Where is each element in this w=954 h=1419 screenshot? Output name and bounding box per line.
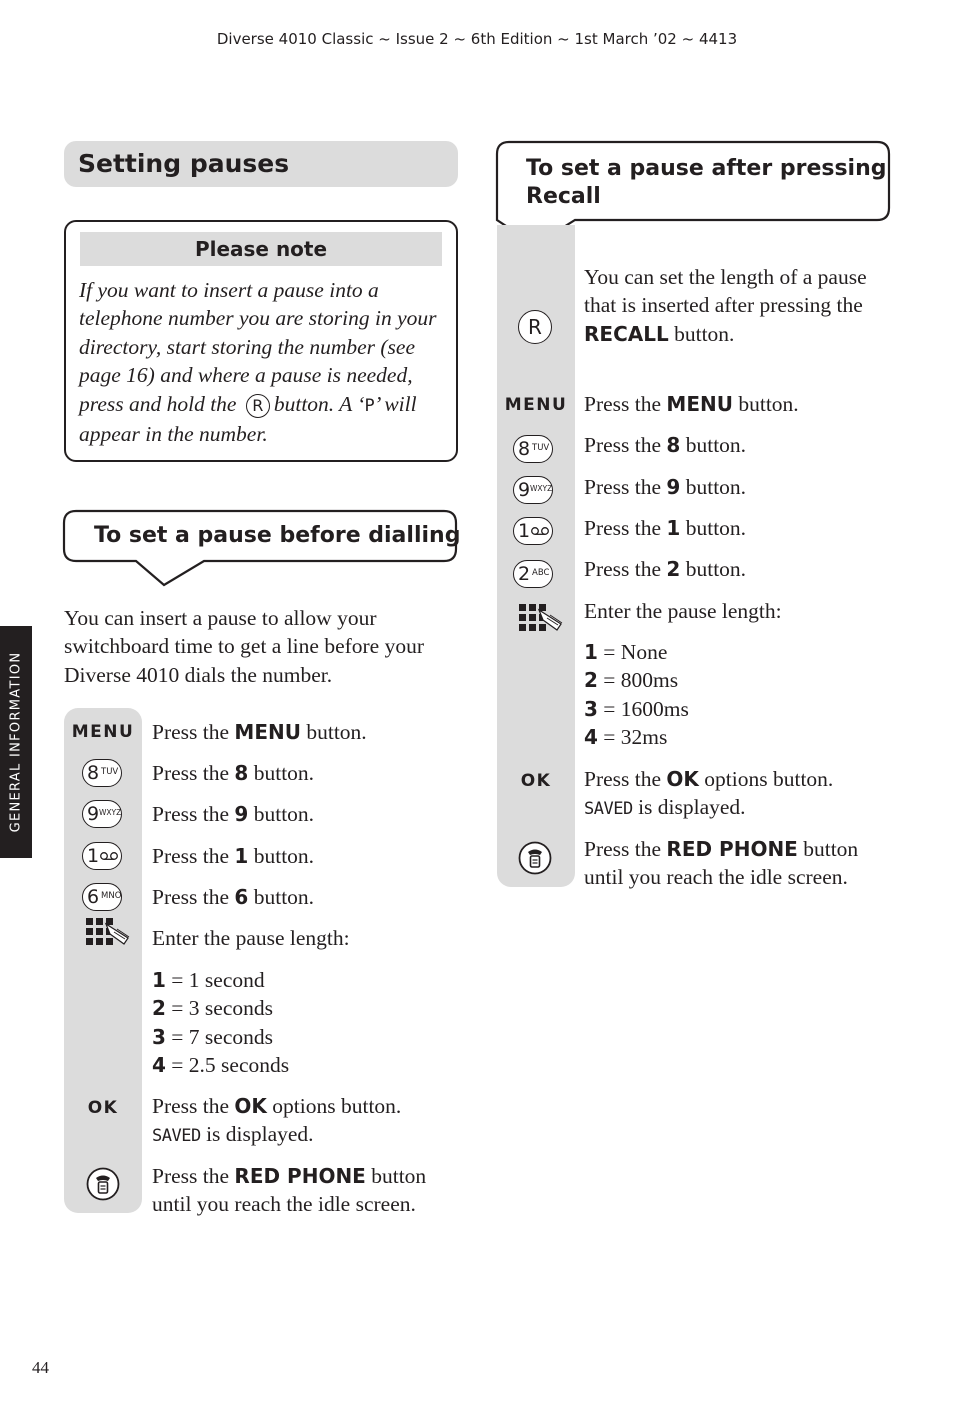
note-text-end: ’ will appear in the number. (79, 391, 417, 447)
voicemail-icon (100, 851, 118, 861)
after-recall-intro: You can set the length of a pause that is inserted after pressing the RECALL button. (584, 265, 867, 346)
menu-key: MENU (504, 395, 568, 415)
note-text-after: button. A ‘ (273, 391, 365, 416)
before-dialling-intro: You can insert a pause to allow your switchboard time to get a line before your Diverse 4010 dials the number. (64, 606, 425, 687)
left-step-ok: Press the OK options button. SAVED is displayed. (152, 1094, 402, 1147)
key-1-icon: 1 (513, 517, 553, 545)
right-step-menu: Press the MENU button. (584, 392, 799, 416)
left-option: 1 = 1 second (152, 968, 265, 992)
recall-key-icon: R (246, 394, 270, 418)
left-option: 2 = 3 seconds (152, 996, 273, 1021)
note-text: If you want to insert a pause into a telephone number you are storing in your directory, start storing the number (see page 16) and where a pause is needed, press and hold the (79, 278, 437, 416)
right-option: 4 = 32ms (584, 725, 668, 750)
right-step-ok: Press the OK options button. SAVED is displayed. (584, 767, 834, 820)
left-options-list (152, 966, 289, 1080)
note-body (79, 276, 447, 448)
callout-before-dialling-shape (62, 509, 462, 591)
right-step-red-phone: Press the RED PHONE button until you reach the idle screen. (584, 837, 859, 890)
right-option: 3 = 1600ms (584, 696, 689, 721)
recall-key-icon: R (518, 310, 552, 344)
pause-char: P (364, 395, 375, 416)
key-8-icon: 8 TUV (82, 759, 122, 787)
right-step-enter: Enter the pause length: (584, 599, 782, 623)
right-step-1: Press the 1 button. (584, 516, 747, 540)
menu-key: MENU (71, 722, 135, 742)
section-title: Setting pauses (78, 149, 290, 178)
ok-key: OK (87, 1098, 119, 1118)
left-step-6: Press the 6 button. (152, 885, 315, 909)
key-9-icon: 9 WXYZ (82, 800, 122, 828)
left-step-menu: Press the MENU button. (152, 720, 367, 744)
saved-display: SAVED (152, 1126, 201, 1147)
section-title-bar (64, 141, 458, 187)
key-6-icon: 6 MNO (82, 883, 122, 911)
keypad-icon (84, 916, 134, 950)
keypad-icon (517, 602, 567, 636)
key-1-icon: 1 (82, 842, 122, 870)
right-option: 1 = None (584, 640, 668, 664)
key-8-icon: 8 TUV (513, 435, 553, 463)
left-step-enter: Enter the pause length: (152, 926, 350, 950)
left-option: 4 = 2.5 seconds (152, 1053, 290, 1078)
before-dialling-heading: To set a pause before dialling (94, 523, 461, 548)
left-option: 3 = 7 seconds (152, 1024, 273, 1049)
right-option: 2 = 800ms (584, 668, 679, 693)
please-note-box (64, 220, 458, 462)
left-step-8: Press the 8 button. (152, 761, 315, 785)
page-header: Diverse 4010 Classic ~ Issue 2 ~ 6th Edition ~ 1st March ’02 ~ 4413 (216, 30, 738, 48)
page-number: 44 (32, 1358, 49, 1377)
side-tab (0, 626, 32, 858)
right-step-8: Press the 8 button. (584, 433, 747, 457)
saved-display: SAVED (584, 799, 633, 820)
left-step-1: Press the 1 button. (152, 844, 315, 868)
after-recall-heading: To set a pause after pressing Recall (526, 156, 887, 209)
left-step-9: Press the 9 button. (152, 802, 315, 826)
key-9-icon: 9 WXYZ (513, 476, 553, 504)
right-options-list (584, 638, 689, 752)
voicemail-icon (531, 526, 549, 536)
right-step-2: Press the 2 button. (584, 557, 747, 581)
red-phone-icon (86, 1167, 120, 1201)
red-phone-icon (518, 841, 552, 875)
side-tab-label: GENERAL INFORMATION (8, 651, 24, 833)
right-step-9: Press the 9 button. (584, 475, 747, 499)
ok-key: OK (520, 771, 552, 791)
left-step-red-phone: Press the RED PHONE button until you reach the idle screen. (152, 1164, 427, 1217)
note-title: Please note (80, 232, 442, 266)
key-2-icon: 2 ABC (513, 560, 553, 588)
